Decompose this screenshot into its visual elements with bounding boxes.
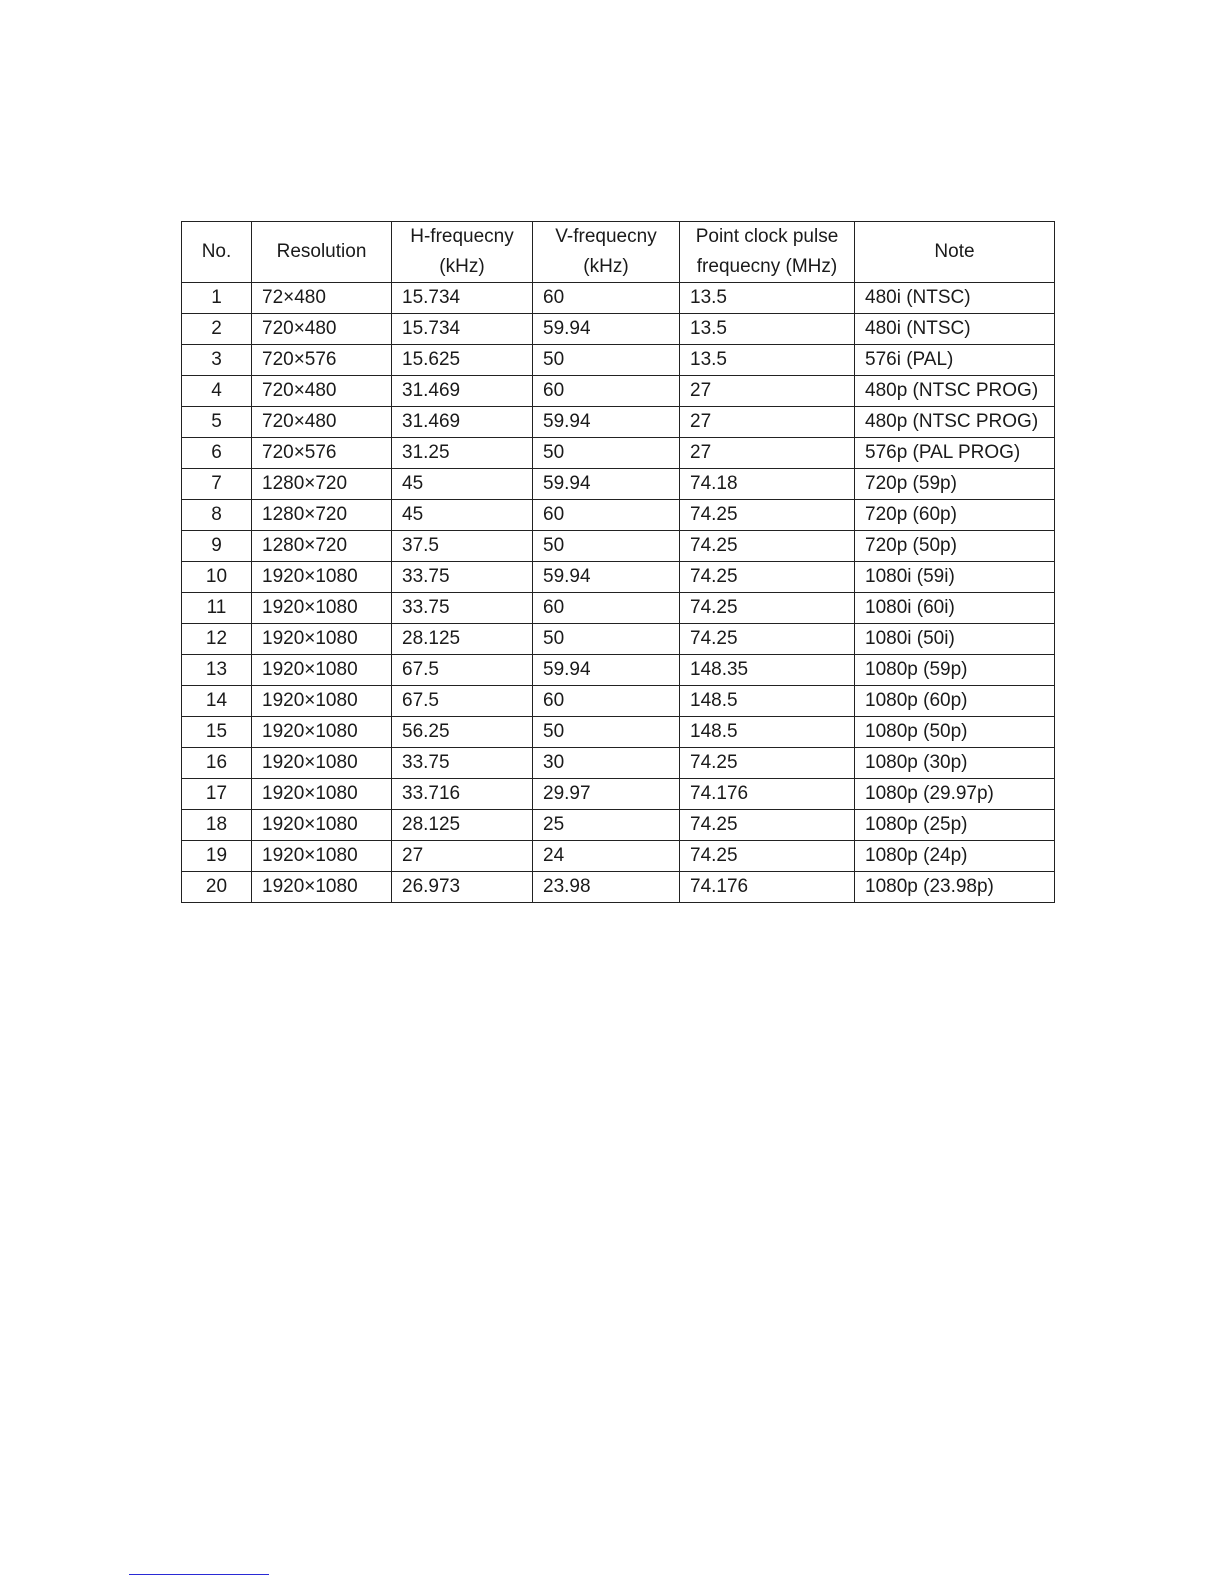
table-row (182, 593, 1055, 624)
cell-h-frequency: 31.469 (392, 407, 533, 438)
cell-point-clock: 27 (680, 376, 855, 407)
cell-note: 480p (NTSC PROG) (855, 376, 1055, 407)
cell-no: 18 (182, 810, 252, 841)
header-resolution (252, 222, 392, 283)
cell-resolution: 1920×1080 (252, 810, 392, 841)
cell-resolution: 720×480 (252, 407, 392, 438)
table-row (182, 500, 1055, 531)
cell-resolution: 1920×1080 (252, 624, 392, 655)
cell-no: 16 (182, 748, 252, 779)
cell-point-clock: 74.25 (680, 562, 855, 593)
cell-point-clock: 13.5 (680, 345, 855, 376)
cell-note: 720p (50p) (855, 531, 1055, 562)
cell-no: 15 (182, 717, 252, 748)
cell-v-frequency: 59.94 (533, 314, 680, 345)
header-point-clock-line2: frequecny (MHz) (696, 256, 838, 277)
cell-v-frequency: 59.94 (533, 407, 680, 438)
cell-no: 9 (182, 531, 252, 562)
cell-point-clock: 74.18 (680, 469, 855, 500)
cell-v-frequency: 24 (533, 841, 680, 872)
cell-point-clock: 74.25 (680, 531, 855, 562)
footer-rule (129, 1574, 269, 1575)
cell-h-frequency: 33.75 (392, 593, 533, 624)
table-row (182, 686, 1055, 717)
cell-no: 20 (182, 872, 252, 903)
cell-point-clock: 74.25 (680, 500, 855, 531)
cell-resolution: 1920×1080 (252, 872, 392, 903)
cell-point-clock: 74.25 (680, 810, 855, 841)
cell-point-clock: 13.5 (680, 314, 855, 345)
cell-resolution: 1280×720 (252, 469, 392, 500)
cell-no: 8 (182, 500, 252, 531)
cell-point-clock: 148.5 (680, 686, 855, 717)
header-resolution-text: Resolution (276, 241, 367, 262)
cell-resolution: 1920×1080 (252, 748, 392, 779)
cell-h-frequency: 67.5 (392, 655, 533, 686)
table-row (182, 314, 1055, 345)
table-row (182, 562, 1055, 593)
cell-v-frequency: 60 (533, 500, 680, 531)
cell-h-frequency: 33.75 (392, 748, 533, 779)
cell-point-clock: 13.5 (680, 283, 855, 314)
cell-v-frequency: 60 (533, 593, 680, 624)
header-point-clock (680, 222, 855, 283)
table-row (182, 841, 1055, 872)
cell-note: 1080i (50i) (855, 624, 1055, 655)
header-v-frequency-line1: V-frequecny (555, 226, 657, 247)
header-h-frequency (392, 222, 533, 283)
cell-h-frequency: 33.716 (392, 779, 533, 810)
cell-h-frequency: 15.625 (392, 345, 533, 376)
cell-h-frequency: 31.469 (392, 376, 533, 407)
table-row (182, 872, 1055, 903)
cell-v-frequency: 25 (533, 810, 680, 841)
table-row (182, 717, 1055, 748)
cell-point-clock: 27 (680, 438, 855, 469)
cell-resolution: 1920×1080 (252, 686, 392, 717)
cell-note: 1080p (29.97p) (855, 779, 1055, 810)
cell-v-frequency: 50 (533, 438, 680, 469)
cell-no: 11 (182, 593, 252, 624)
cell-v-frequency: 50 (533, 531, 680, 562)
table-row (182, 810, 1055, 841)
cell-v-frequency: 23.98 (533, 872, 680, 903)
cell-resolution: 1920×1080 (252, 562, 392, 593)
cell-point-clock: 74.176 (680, 779, 855, 810)
cell-resolution: 1280×720 (252, 531, 392, 562)
table-row (182, 779, 1055, 810)
cell-no: 7 (182, 469, 252, 500)
cell-no: 10 (182, 562, 252, 593)
cell-h-frequency: 15.734 (392, 314, 533, 345)
cell-point-clock: 148.35 (680, 655, 855, 686)
table-row (182, 438, 1055, 469)
cell-note: 1080p (50p) (855, 717, 1055, 748)
header-v-frequency-line2: (kHz) (583, 256, 629, 277)
cell-no: 3 (182, 345, 252, 376)
table-row (182, 345, 1055, 376)
cell-point-clock: 27 (680, 407, 855, 438)
cell-note: 1080p (23.98p) (855, 872, 1055, 903)
header-note (855, 222, 1055, 283)
cell-h-frequency: 56.25 (392, 717, 533, 748)
cell-note: 720p (60p) (855, 500, 1055, 531)
cell-point-clock: 74.25 (680, 624, 855, 655)
header-no (182, 222, 252, 283)
cell-note: 1080p (59p) (855, 655, 1055, 686)
cell-v-frequency: 50 (533, 624, 680, 655)
cell-point-clock: 74.25 (680, 593, 855, 624)
table-body (182, 283, 1055, 903)
cell-resolution: 1280×720 (252, 500, 392, 531)
cell-note: 1080p (24p) (855, 841, 1055, 872)
cell-note: 1080p (60p) (855, 686, 1055, 717)
timing-table (181, 221, 1055, 903)
cell-note: 480i (NTSC) (855, 283, 1055, 314)
cell-resolution: 1920×1080 (252, 593, 392, 624)
cell-h-frequency: 26.973 (392, 872, 533, 903)
table-header (182, 222, 1055, 283)
cell-no: 14 (182, 686, 252, 717)
header-h-frequency-line2: (kHz) (439, 256, 485, 277)
cell-v-frequency: 59.94 (533, 469, 680, 500)
cell-v-frequency: 60 (533, 686, 680, 717)
header-no-text: No. (201, 241, 232, 262)
cell-note: 720p (59p) (855, 469, 1055, 500)
cell-point-clock: 74.25 (680, 841, 855, 872)
cell-note: 1080p (30p) (855, 748, 1055, 779)
cell-v-frequency: 50 (533, 717, 680, 748)
cell-note: 1080i (59i) (855, 562, 1055, 593)
cell-v-frequency: 29.97 (533, 779, 680, 810)
cell-no: 4 (182, 376, 252, 407)
table-row (182, 469, 1055, 500)
timing-table-container (181, 221, 1055, 903)
cell-no: 2 (182, 314, 252, 345)
cell-h-frequency: 33.75 (392, 562, 533, 593)
cell-note: 480p (NTSC PROG) (855, 407, 1055, 438)
table-row (182, 283, 1055, 314)
cell-h-frequency: 15.734 (392, 283, 533, 314)
cell-no: 19 (182, 841, 252, 872)
table-row (182, 655, 1055, 686)
cell-point-clock: 74.25 (680, 748, 855, 779)
cell-resolution: 1920×1080 (252, 841, 392, 872)
header-point-clock-line1: Point clock pulse (695, 226, 839, 247)
cell-point-clock: 74.176 (680, 872, 855, 903)
cell-h-frequency: 27 (392, 841, 533, 872)
cell-note: 480i (NTSC) (855, 314, 1055, 345)
cell-v-frequency: 60 (533, 283, 680, 314)
table-row (182, 531, 1055, 562)
cell-resolution: 720×480 (252, 376, 392, 407)
header-v-frequency (533, 222, 680, 283)
cell-note: 576i (PAL) (855, 345, 1055, 376)
cell-h-frequency: 45 (392, 500, 533, 531)
cell-h-frequency: 28.125 (392, 624, 533, 655)
cell-h-frequency: 67.5 (392, 686, 533, 717)
cell-no: 17 (182, 779, 252, 810)
cell-v-frequency: 59.94 (533, 562, 680, 593)
cell-resolution: 72×480 (252, 283, 392, 314)
cell-h-frequency: 45 (392, 469, 533, 500)
cell-v-frequency: 50 (533, 345, 680, 376)
cell-resolution: 720×576 (252, 438, 392, 469)
cell-v-frequency: 30 (533, 748, 680, 779)
table-row (182, 376, 1055, 407)
header-note-text: Note (934, 241, 975, 262)
header-row (182, 222, 1055, 283)
cell-no: 13 (182, 655, 252, 686)
cell-h-frequency: 28.125 (392, 810, 533, 841)
table-row (182, 624, 1055, 655)
cell-no: 6 (182, 438, 252, 469)
table-row (182, 748, 1055, 779)
cell-note: 1080i (60i) (855, 593, 1055, 624)
cell-no: 12 (182, 624, 252, 655)
cell-h-frequency: 31.25 (392, 438, 533, 469)
cell-note: 576p (PAL PROG) (855, 438, 1055, 469)
cell-resolution: 1920×1080 (252, 779, 392, 810)
cell-resolution: 720×576 (252, 345, 392, 376)
cell-resolution: 1920×1080 (252, 717, 392, 748)
cell-v-frequency: 60 (533, 376, 680, 407)
cell-no: 1 (182, 283, 252, 314)
header-h-frequency-line1: H-frequecny (410, 226, 514, 247)
table-row (182, 407, 1055, 438)
cell-resolution: 1920×1080 (252, 655, 392, 686)
cell-point-clock: 148.5 (680, 717, 855, 748)
cell-v-frequency: 59.94 (533, 655, 680, 686)
cell-resolution: 720×480 (252, 314, 392, 345)
cell-note: 1080p (25p) (855, 810, 1055, 841)
cell-h-frequency: 37.5 (392, 531, 533, 562)
cell-no: 5 (182, 407, 252, 438)
